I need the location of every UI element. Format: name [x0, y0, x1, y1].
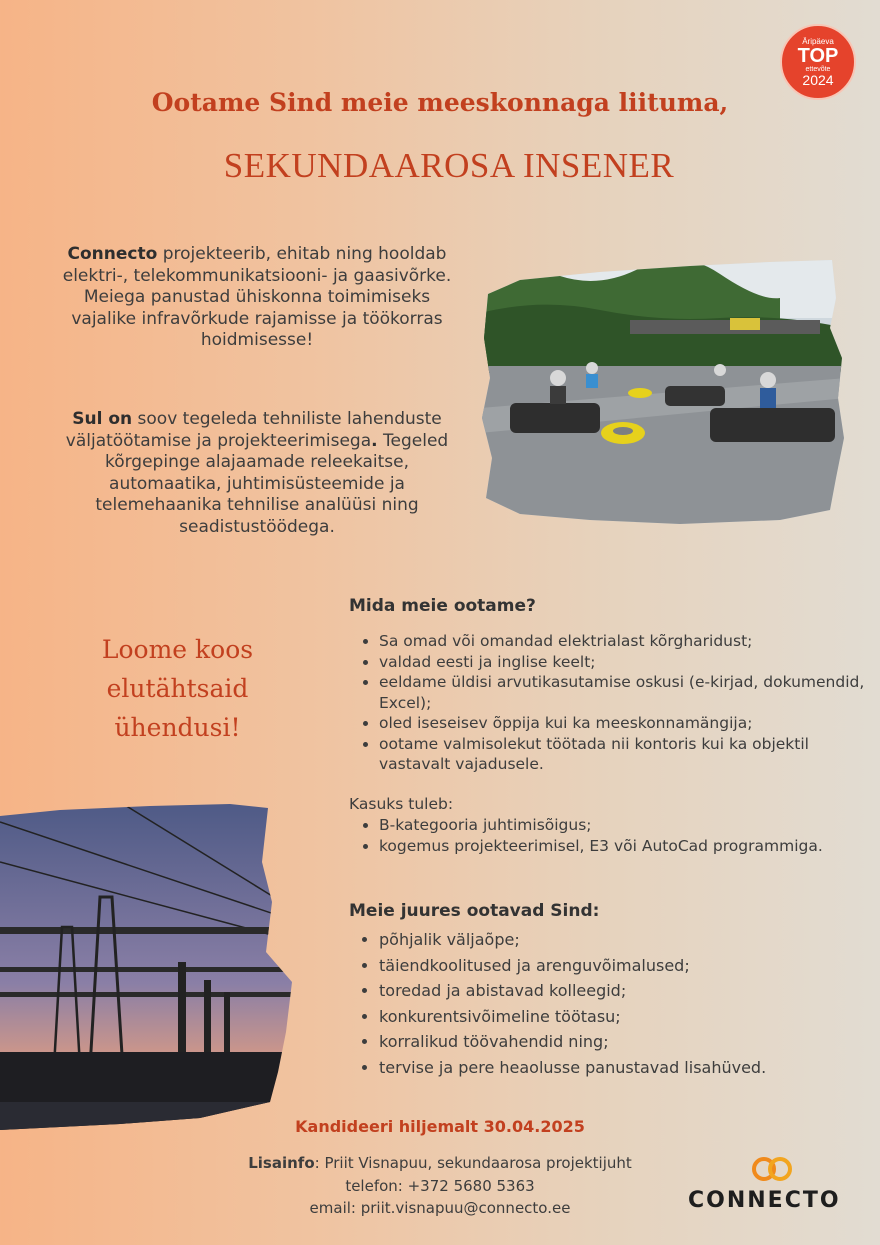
list-item: • B-kategooria juhtimisõigus; [379, 815, 880, 836]
list-item: • Sa omad või omandad elektrialast kõrgharidust; [379, 631, 869, 652]
contact-phone: telefon: +372 5680 5363 [345, 1176, 535, 1195]
offer-heading: Meie juures ootavad Sind: [349, 901, 600, 921]
karting-team-photo [480, 258, 846, 528]
bonus-list [349, 815, 880, 856]
company-name: Connecto [67, 244, 158, 264]
role-lead: Sul on [72, 409, 133, 429]
application-deadline: Kandideeri hiljemalt 30.04.2025 [295, 1117, 585, 1136]
list-item: • korralikud töövahendid ning; [379, 1029, 880, 1055]
contact-person: : Priit Visnapuu, sekundaarosa projektijuht [314, 1154, 632, 1172]
list-item: • oled iseseisev õppija kui ka meeskonnamängija; [379, 713, 869, 734]
role-paragraph: Sul on soov tegeleda tehniliste lahenduste väljatöötamise ja projekteerimisega. Tegeled kõrgepinge alajaamade releekaitse, automaatika, juhtimisüsteemide ja telemehaanika tehnilise analüüsi ning seadistustöödega. [65, 409, 449, 537]
list-item: • eeldame üldisi arvutikasutamise oskusi (e-kirjad, dokumendid, Excel); [379, 672, 869, 713]
substation-photo [0, 802, 298, 1132]
contact-info [180, 1152, 700, 1220]
top-company-badge: Äripäeva TOP ettevõte 2024 [780, 24, 856, 100]
list-item: • tervise ja pere heaolusse panustavad lisahüved. [379, 1055, 880, 1081]
list-item: • kogemus projekteerimisel, E3 või AutoCad programmiga. [379, 836, 880, 857]
slogan: Loome koos elutähtsaid ühendusi! [101, 635, 254, 742]
contact-email: email: priit.visnapuu@connecto.ee [309, 1199, 571, 1217]
list-item: • ootame valmisolekut töötada nii kontoris kui ka objektil vastavalt vajadusele. [379, 734, 869, 775]
contact-label: Lisainfo [248, 1154, 315, 1172]
list-item: • toredad ja abistavad kolleegid; [379, 978, 880, 1004]
expect-heading: Mida meie ootame? [349, 596, 536, 616]
bonus-heading: Kasuks tuleb: [349, 795, 454, 813]
expect-list [349, 631, 869, 775]
job-title: SEKUNDAAROSA INSENER [223, 146, 675, 185]
list-item: • konkurentsivõimeline töötasu; [379, 1004, 880, 1030]
about-paragraph: Connecto projekteerib, ehitab ning hooldab elektri-, telekommunikatsiooni- ja gaasivõrke. Meiega panustad ühiskonna toimimiseks vajalike infravõrkude rajamisse ja töökorras hoidmisesse! [62, 244, 452, 350]
connecto-rings-icon [750, 1156, 794, 1182]
list-item: • täiendkoolitused ja arenguvõimalused; [379, 953, 880, 979]
list-item: • põhjalik väljaõpe; [379, 927, 880, 953]
list-item: • valdad eesti ja inglise keelt; [379, 652, 869, 673]
offer-list [349, 927, 880, 1080]
connecto-logo: CONNECTO [688, 1188, 841, 1213]
intro-heading: Ootame Sind meie meeskonnaga liituma, [151, 88, 729, 117]
